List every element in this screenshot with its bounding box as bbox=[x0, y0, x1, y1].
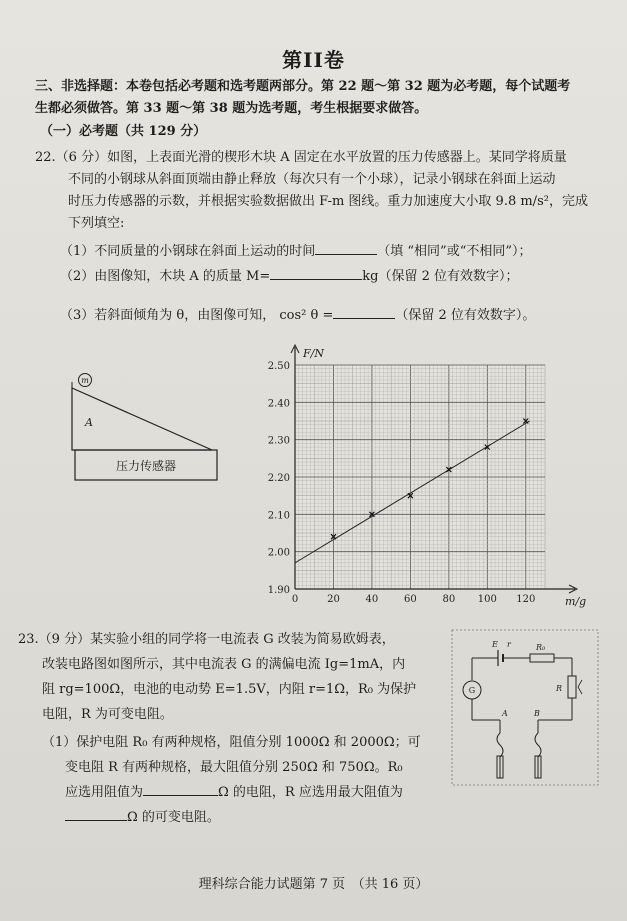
label-r-internal: r bbox=[507, 640, 511, 649]
q22-item2-text: （2）由图像知，木块 A 的质量 M= bbox=[60, 269, 271, 284]
label-e: E bbox=[492, 640, 498, 649]
x-tick-label: 40 bbox=[365, 594, 379, 605]
ball-label: m bbox=[81, 376, 89, 385]
q23-line7 bbox=[65, 781, 403, 800]
answer-blank-3[interactable] bbox=[333, 306, 395, 319]
wedge-block bbox=[72, 388, 212, 450]
q22-item2 bbox=[60, 265, 519, 284]
variable-resistor-r bbox=[568, 676, 576, 698]
q23-line1: 23.（9 分）某实验小组的同学将一电流表 G 改装为简易欧姆表， bbox=[18, 632, 395, 647]
q22-item3-note: （保留 2 位有效数字）。 bbox=[395, 308, 536, 323]
y-axis-label: F/N bbox=[303, 347, 324, 360]
label-g: G bbox=[468, 686, 476, 695]
circuit-diagram bbox=[450, 628, 600, 788]
answer-blank-5[interactable] bbox=[65, 808, 127, 821]
origin-label: 0 bbox=[291, 594, 299, 605]
q23-line7-tail: Ω 的电阻，R 应选用最大阻值为 bbox=[218, 785, 403, 800]
q23-line2: 改装电路图如图所示，其中电流表 G 的满偏电流 Ig=1mA，内 bbox=[42, 657, 406, 672]
answer-blank-2[interactable] bbox=[270, 267, 362, 280]
q23-line8 bbox=[65, 806, 220, 825]
label-r0: R₀ bbox=[536, 643, 546, 652]
q22-item1-text: （1）不同质量的小钢球在斜面上运动的时间 bbox=[60, 244, 316, 259]
x-tick-label: 80 bbox=[442, 594, 456, 605]
y-tick-label: 2.20 bbox=[267, 473, 290, 484]
y-tick-label: 2.00 bbox=[267, 547, 290, 559]
q23-line6: 变电阻 R 有两种规格，最大阻值分别 250Ω 和 750Ω。R₀ bbox=[65, 760, 403, 775]
y-tick-label: 2.30 bbox=[267, 435, 290, 447]
label-b: B bbox=[534, 709, 540, 718]
q22-item1-note: （填 “相同”或“不相同”）； bbox=[377, 244, 532, 259]
q23-line5: （1）保护电阻 R₀ 有两种规格，阻值分别 1000Ω 和 2000Ω；可 bbox=[42, 735, 421, 750]
q22-line3: 时压力传感器的示数，并根据实验数据做出 F-m 图线。重力加速度大小取 9.8 m/s²，完成 bbox=[68, 194, 588, 209]
q23-line8-text: Ω 的可变电阻。 bbox=[127, 810, 220, 825]
q23-line7-text: 应选用阻值为 bbox=[65, 785, 144, 800]
answer-blank-4[interactable] bbox=[143, 783, 218, 796]
page-footer: 理科综合能力试题第 7 页 （共 16 页） bbox=[198, 877, 429, 892]
resistor-r0 bbox=[530, 654, 554, 662]
y-tick-label: 2.50 bbox=[267, 361, 290, 372]
y-tick-label: 2.10 bbox=[267, 510, 290, 522]
page-title: 第II卷 bbox=[282, 48, 345, 72]
section-header-line2: 生都必须做答。第 33 题～第 38 题为选考题，考生根据要求做答。 bbox=[35, 101, 428, 116]
label-r: R bbox=[556, 684, 563, 693]
q23-line3: 阻 rg=100Ω，电池的电动势 E=1.5V，内阻 r=1Ω，R₀ 为保护 bbox=[42, 682, 417, 697]
q22-line2: 不同的小钢球从斜面顶端由静止释放（每次只有一个小球），记录小钢球在斜面上运动 bbox=[68, 172, 556, 187]
q22-item1 bbox=[60, 240, 532, 259]
y-tick-label: 2.40 bbox=[267, 398, 290, 410]
f-m-chart bbox=[255, 335, 600, 610]
q23-line4: 电阻，R 为可变电阻。 bbox=[42, 707, 173, 722]
q22-item3-text: （3）若斜面倾角为 θ，由图像可知， cos² θ = bbox=[60, 308, 334, 323]
label-a: A bbox=[502, 709, 508, 718]
answer-blank-1[interactable] bbox=[315, 242, 377, 255]
q22-line1: 22.（6 分）如图，上表面光滑的楔形木块 A 固定在水平放置的压力传感器上。某同学将质量 bbox=[35, 150, 567, 165]
x-tick-label: 20 bbox=[327, 594, 340, 605]
q22-item2-note: kg（保留 2 位有效数字）； bbox=[362, 269, 519, 284]
wedge-figure bbox=[60, 368, 230, 483]
block-label: A bbox=[85, 416, 93, 429]
subsection-title: （一）必考题（共 129 分） bbox=[40, 124, 207, 139]
q22-line4: 下列填空: bbox=[68, 216, 125, 231]
y-tick-label: 1.90 bbox=[267, 585, 290, 596]
x-axis-label: m/g bbox=[565, 595, 587, 608]
x-tick-label: 100 bbox=[477, 594, 497, 605]
section-header-line1: 三、非选择题：本卷包括必考题和选考题两部分。第 22 题～第 32 题为必考题，每个试题考 bbox=[35, 79, 571, 94]
sensor-label: 压力传感器 bbox=[115, 459, 177, 473]
x-tick-label: 120 bbox=[516, 594, 536, 605]
q22-item3 bbox=[60, 304, 535, 323]
x-tick-label: 60 bbox=[404, 594, 417, 605]
